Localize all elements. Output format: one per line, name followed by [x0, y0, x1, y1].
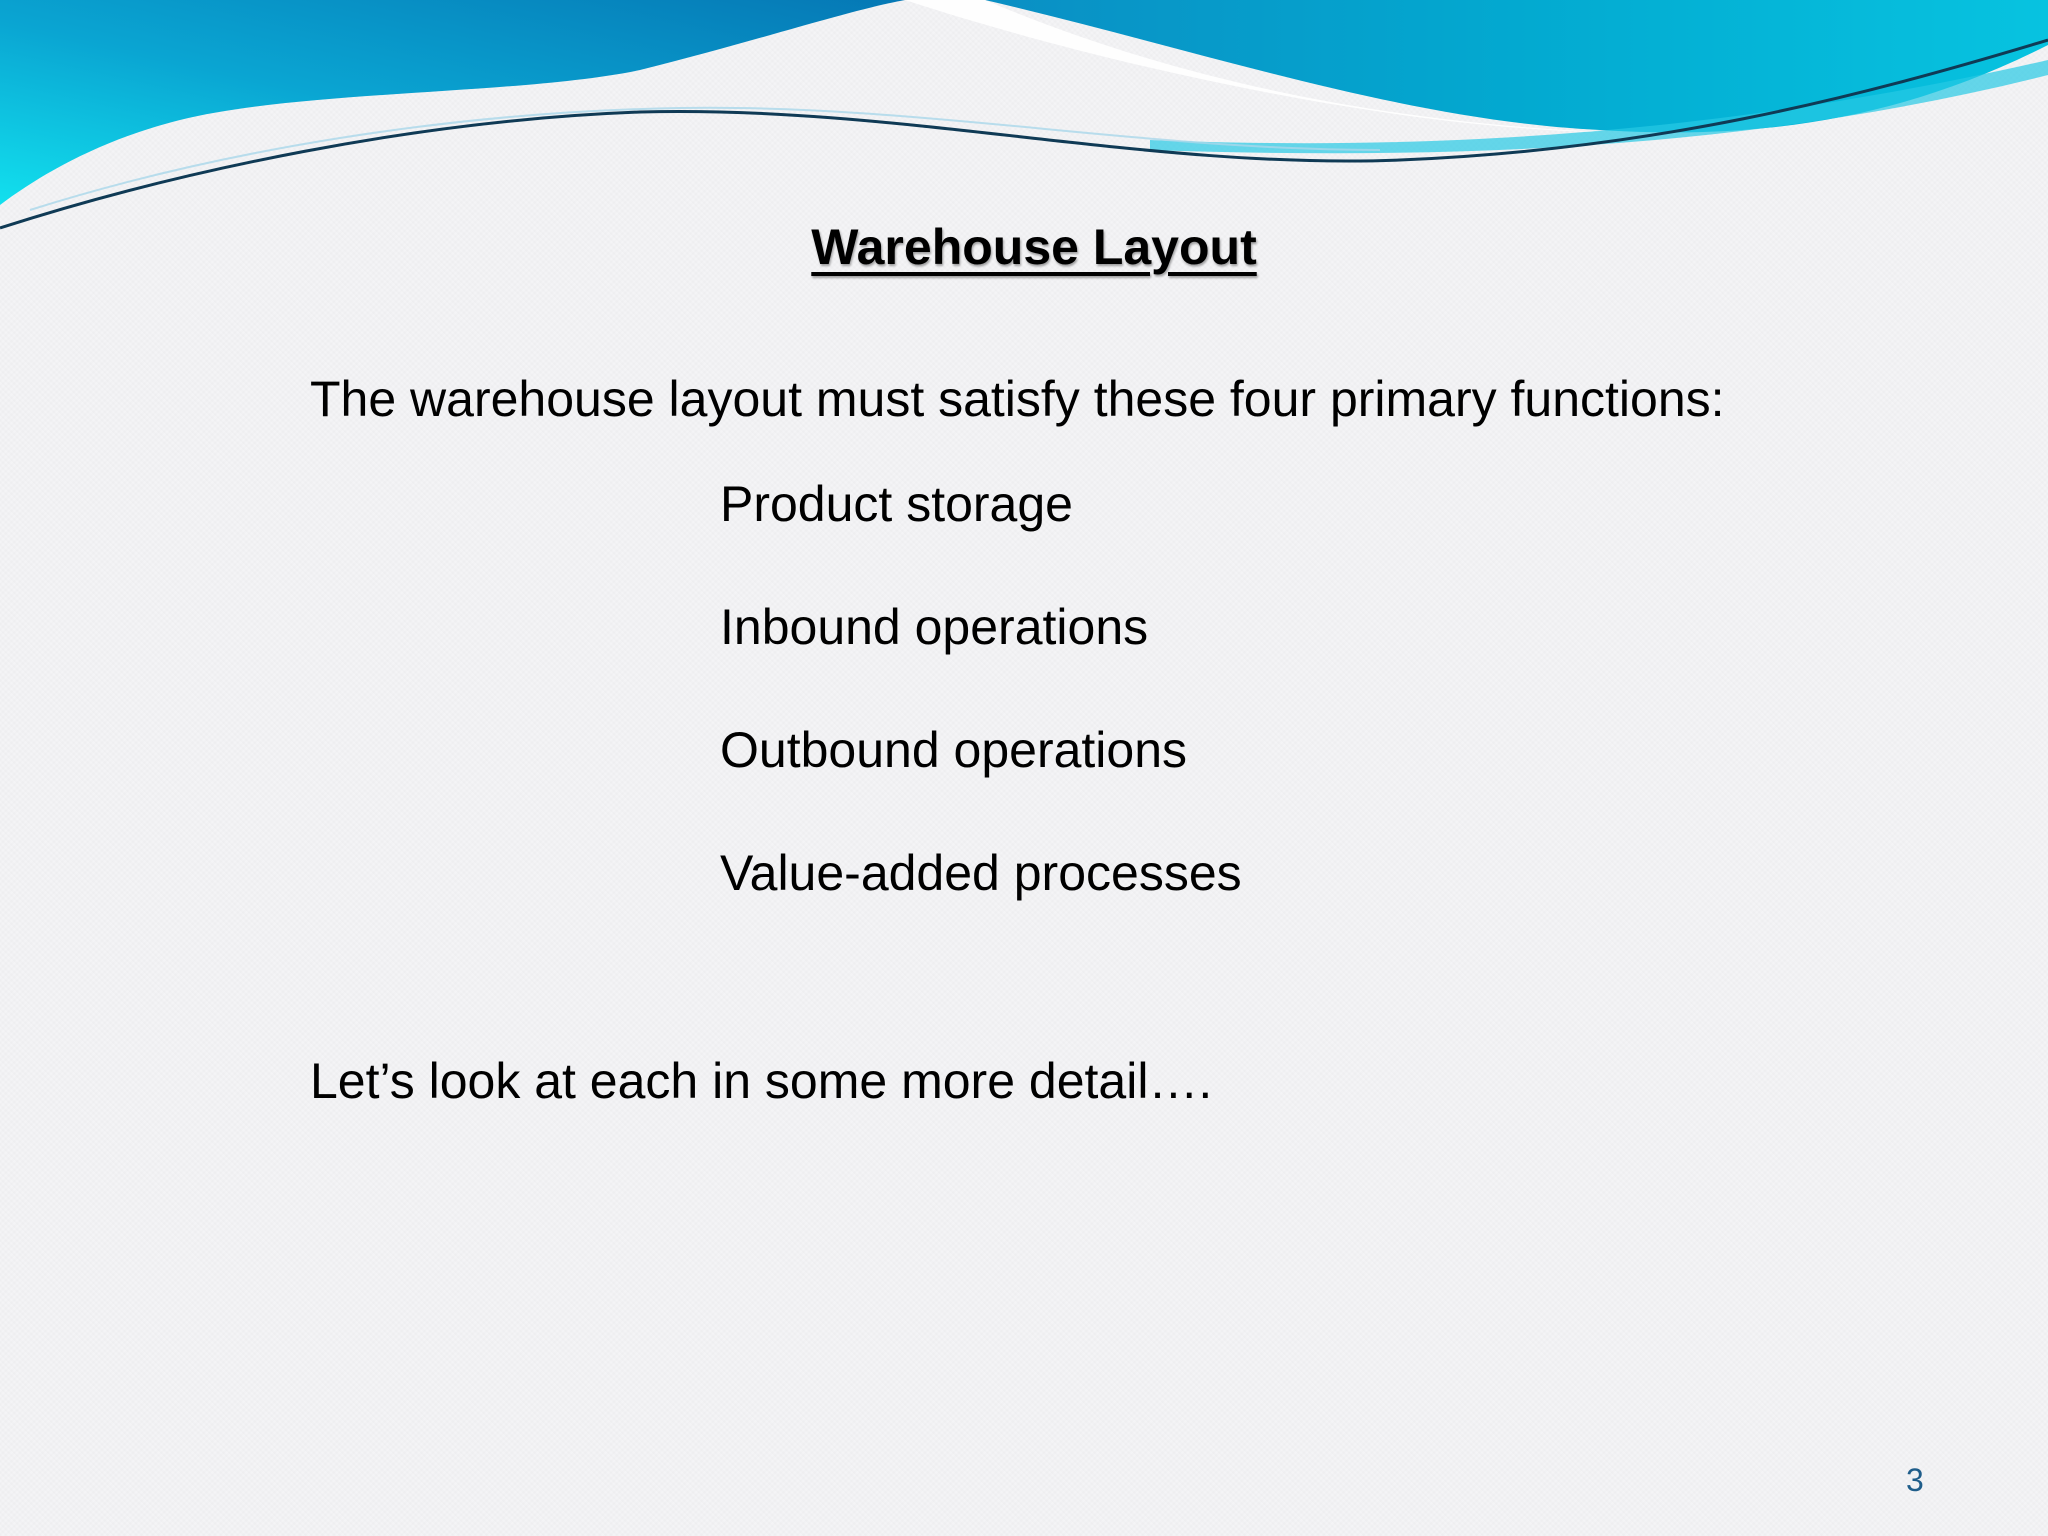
function-list [720, 474, 1242, 966]
slide-title: Warehouse Layout [811, 219, 1257, 275]
outro-text: Let’s look at each in some more detail…. [310, 1053, 1213, 1109]
header-wave-decoration [0, 0, 2048, 240]
intro-text: The warehouse layout must satisfy these four primary functions: [310, 371, 1725, 427]
list-item: Product storage [720, 476, 1073, 532]
page-number: 3 [1906, 1462, 1924, 1498]
list-item: Value-added processes [720, 845, 1242, 901]
list-item: Outbound operations [720, 722, 1188, 778]
list-item: Inbound operations [720, 599, 1149, 655]
